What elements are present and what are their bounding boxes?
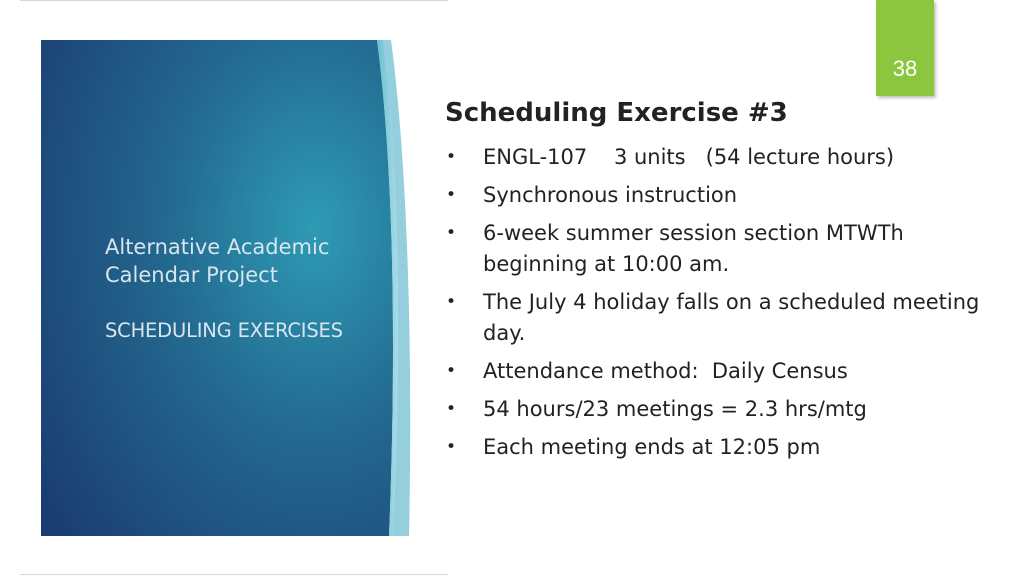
bullet-item: • 6-week summer session section MTWTh beginning at 10:00 am. [445,218,1005,280]
bullet-item: • Each meeting ends at 12:05 pm [445,432,1005,463]
bullet-item: • Synchronous instruction [445,180,1005,211]
panel-subtitle: SCHEDULING EXERCISES [105,319,343,342]
page-number-tag [876,0,934,96]
bottom-rule [20,574,448,575]
slide-title: Scheduling Exercise #3 [445,98,788,128]
bullet-list [445,142,1005,470]
bullet-item: • 54 hours/23 meetings = 2.3 hrs/mtg [445,394,1005,425]
top-rule [20,0,448,1]
bullet-item: • ENGL-107 3 units (54 lecture hours) [445,142,1005,173]
bullet-item: • Attendance method: Daily Census [445,356,1005,387]
bullet-item: • The July 4 holiday falls on a scheduled meeting day. [445,287,1005,349]
page-number: 38 [892,56,918,81]
panel-title: Alternative Academic Calendar Project [105,235,330,287]
